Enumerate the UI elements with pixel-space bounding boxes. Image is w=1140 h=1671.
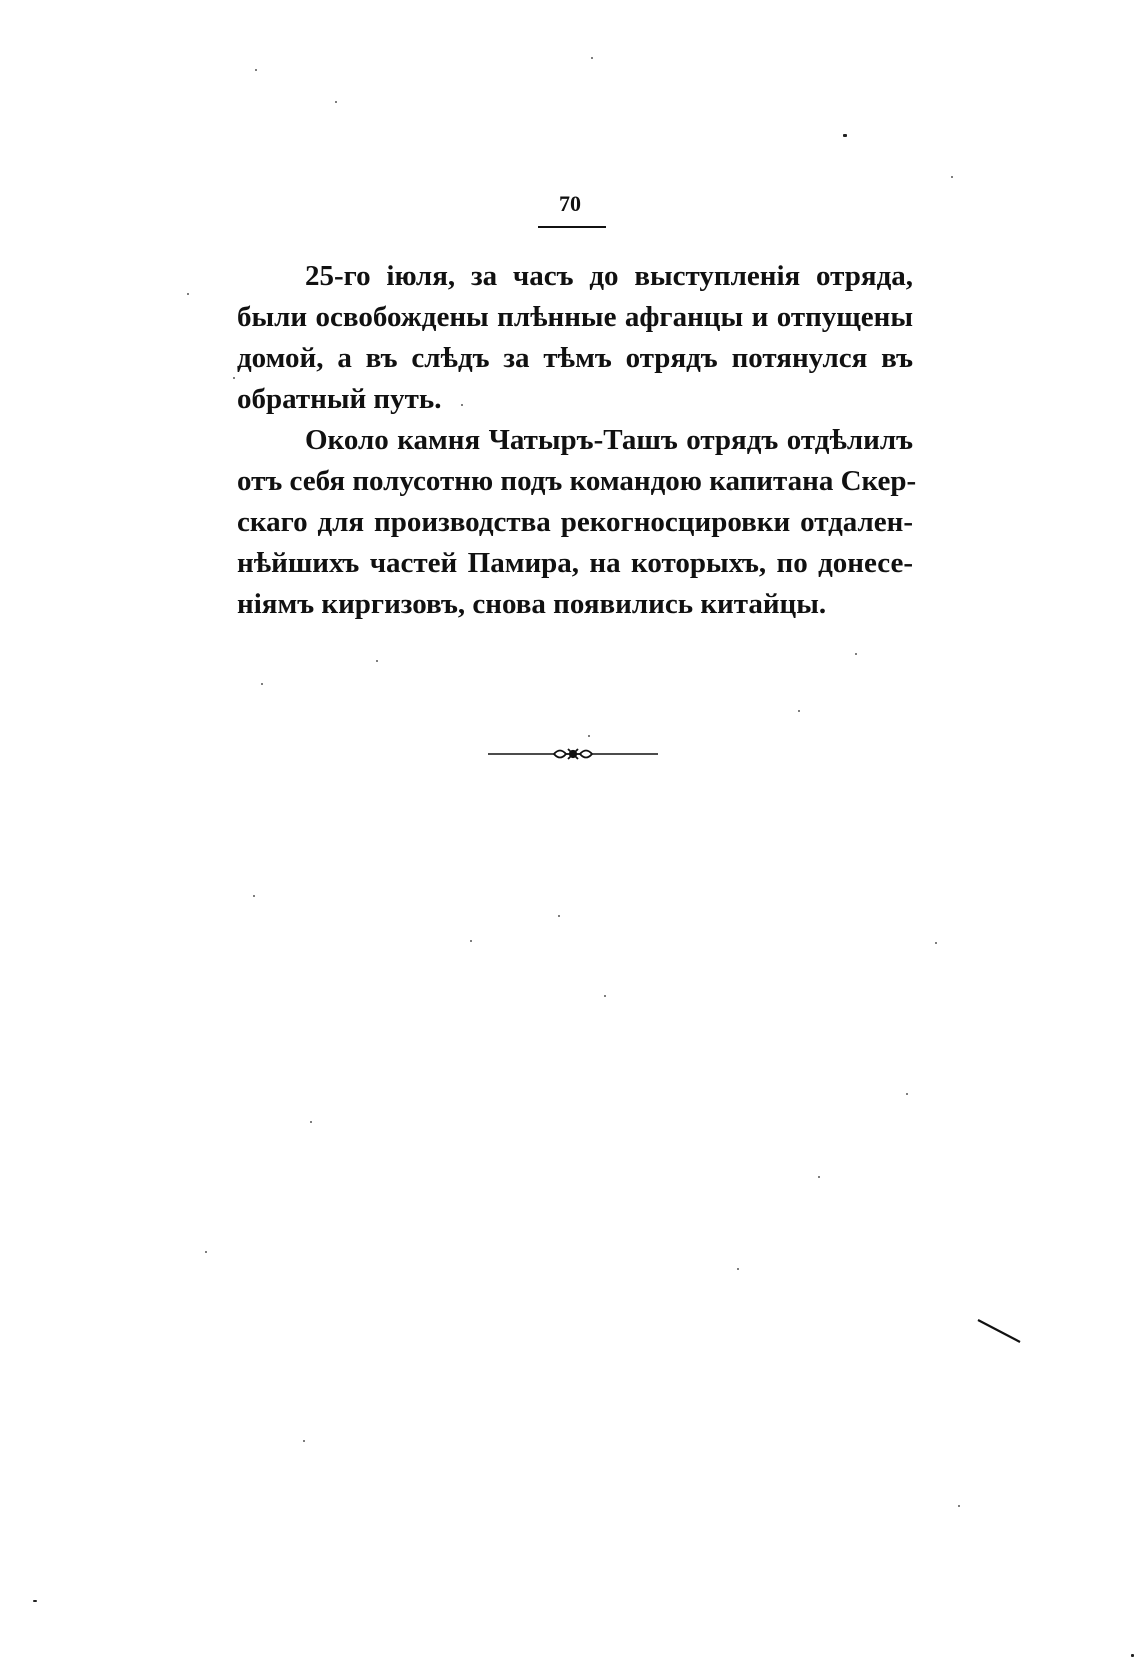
text-line: отъ себя полусотню подъ командою капитана Скер-	[237, 465, 917, 497]
scan-speck	[588, 735, 590, 737]
scan-speck	[906, 1093, 908, 1095]
text-line: ніямъ киргизовъ, снова появились китайцы.	[237, 588, 827, 620]
scan-speck	[951, 176, 953, 178]
scan-speck	[558, 915, 560, 917]
scan-speck	[843, 134, 847, 137]
text-line: нѣйшихъ частей Памира, на которыхъ, по донесе-	[237, 547, 913, 579]
scan-speck	[1131, 1654, 1134, 1657]
scan-speck	[253, 895, 255, 897]
page-number-rule	[538, 226, 606, 228]
page-number: 70	[559, 191, 581, 216]
scan-speck	[855, 653, 857, 655]
scan-speck	[958, 1505, 960, 1507]
text-line: скаго для производства рекогносцировки отдален-	[237, 506, 913, 538]
text-line: 25-го іюля, за часъ до выступленія отряда,	[305, 260, 913, 292]
scan-speck	[935, 942, 937, 944]
paragraph-1	[237, 256, 913, 420]
ornamental-divider	[488, 744, 658, 764]
scan-speck	[310, 1121, 312, 1123]
scan-speck	[303, 1440, 305, 1442]
scan-speck	[187, 293, 189, 295]
scan-speck	[33, 1600, 37, 1602]
scan-speck	[604, 995, 606, 997]
scan-speck	[737, 1268, 739, 1270]
scan-speck	[233, 377, 235, 379]
text-line: домой, а въ слѣдъ за тѣмъ отрядъ потянулся въ	[237, 342, 913, 374]
scan-speck	[205, 1251, 207, 1253]
scan-speck	[591, 57, 593, 59]
scan-speck	[798, 710, 800, 712]
scan-speck	[261, 683, 263, 685]
scan-speck	[376, 660, 378, 662]
text-line: были освобождены плѣнные афганцы и отпущены	[237, 301, 913, 333]
scan-speck	[818, 1176, 820, 1178]
fleuron-icon	[554, 749, 592, 759]
body-text	[237, 256, 917, 625]
scan-speck	[470, 940, 472, 942]
text-line: обратный путь.	[237, 383, 442, 415]
paragraph-2	[237, 420, 917, 625]
text-line: Около камня Чатыръ-Ташъ отрядъ отдѣлилъ	[305, 424, 913, 456]
scan-speck	[255, 69, 257, 71]
scan-speck	[461, 404, 463, 406]
scan-speck	[335, 101, 337, 103]
scan-scratch	[976, 1316, 1022, 1346]
